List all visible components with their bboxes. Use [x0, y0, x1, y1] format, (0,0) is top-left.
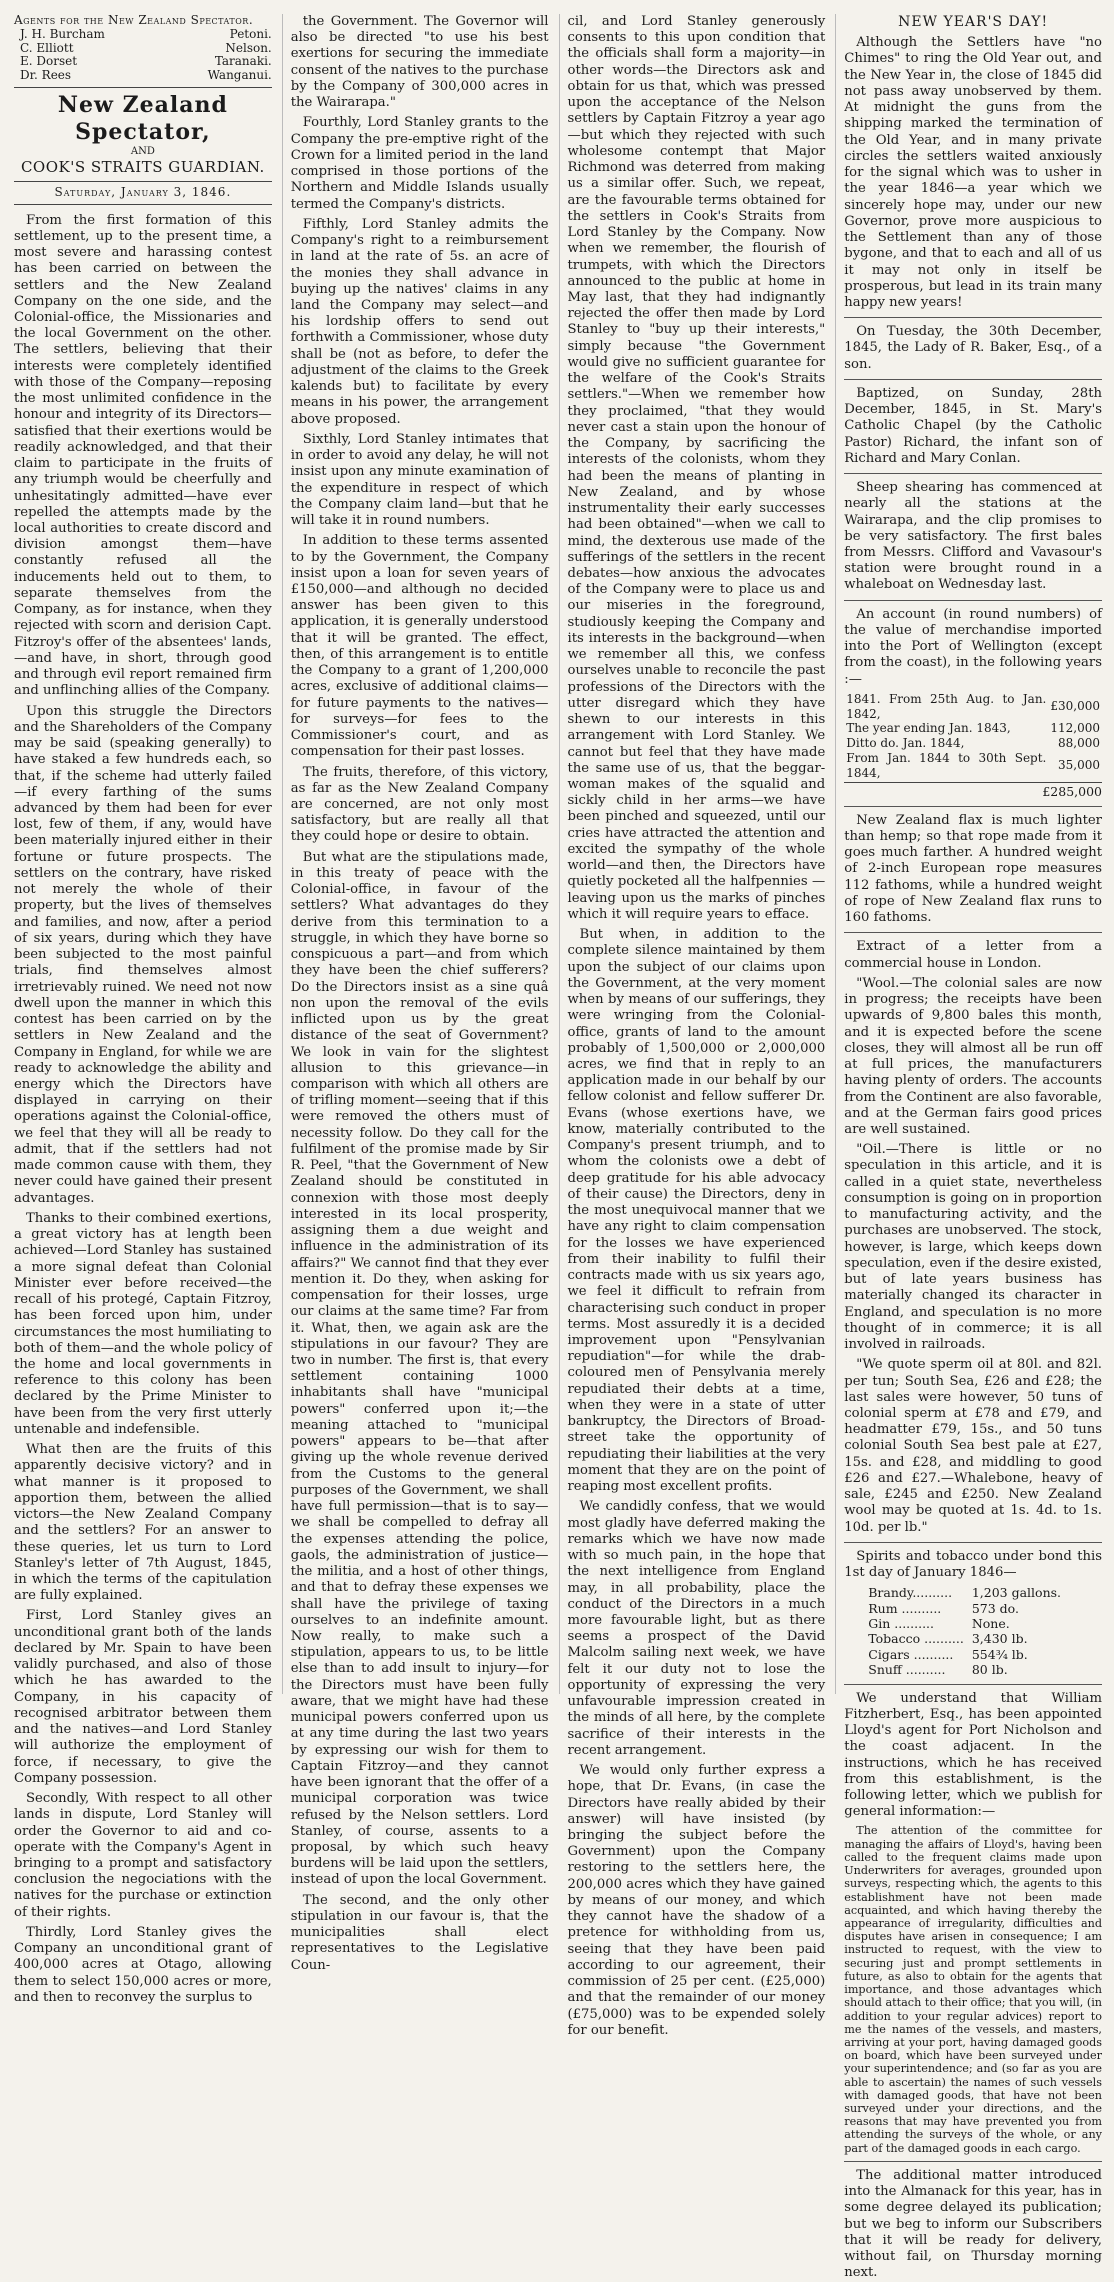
article-paragraph: The fruits, therefore, of this victory, as far as the New Zealand Company are concerned, are not only most satisfactory, but are really all that they could hope or desire to obtain. [290, 764, 549, 845]
new-year-heading: NEW YEAR'S DAY! [898, 14, 1049, 30]
divider [844, 1684, 1102, 1685]
article-paragraph: Upon this struggle the Directors and the Shareholders of the Company may be said (speaking generally) to have staked a few hundreds each, so that, if the scheme had utterly failed—if every farthing of the sums advanced by them had been for ever lost, few of them, if any, would have been materially injured either in their fortune or future prospects. The settlers on the contrary, have risked not merely the whole of their property, but the lives of themselves and families, and now, after a period of six years, during which they have been subjected to the most painful trials, find themselves almost irretrievably ruined. We need not now dwell upon the manner in which this contest has been carried on by the settlers in New Zealand and the Company in England, for while we are ready to acknowledge the ability and energy which the Directors have displayed in carrying on their operations against the Colonial-office, we feel that they will all be ready to admit, that if the settlers had not made common cause with them, they never could have gained their present advantages. [14, 703, 272, 1206]
column-4 [835, 14, 1102, 2281]
article-paragraph: We candidly confess, that we would most gladly have deferred making the remarks which we have now made with so much pain, in the hope that the next intelligence from England may, in all probability, place the conduct of the Directors in a much more favourable light, but as there seems a prospect of the David Malcolm sailing next week, we have felt it our duty not to lose the opportunity of expressing the very unfavourable impression created in the minds of all here, by the complete sacrifice of their interests in the recent arrangement. [567, 1499, 826, 1758]
birth-notice: On Tuesday, the 30th December, 1845, the Lady of R. Baker, Esq., of a son. [844, 324, 1102, 372]
table-row: Gin .......... None. [868, 1616, 1010, 1632]
article-paragraph: The second, and the only other stipulation in our favour is, that the municipalities shall elect representatives to the Legislative Coun- [290, 1892, 549, 1973]
lloyds-intro: We understand that William Fitzherbert, Esq., has been appointed Lloyd's agent for Port Nicholson and the coast adjacent. In the instructions, which he has received from this establishment, is the following letter, which we publish for general information:— [844, 1690, 1102, 1820]
agent-row: Dr. Rees Wanganui. [20, 68, 272, 83]
account-intro: An account (in round numbers) of the value of merchandise imported into the Port of Wellington (except from the coast), in the following years :— [844, 606, 1102, 687]
divider [844, 379, 1102, 380]
table-row: 1841. From 25th Aug. to Jan. 1842, £30,000 [846, 691, 1100, 721]
divider [844, 2161, 1102, 2162]
divider [844, 600, 1102, 601]
divider [844, 932, 1102, 933]
article-paragraph: Thirdly, Lord Stanley gives the Company an unconditional grant of 400,000 acres at Otago, allowing them to select 150,000 acres or more, and then to reconvey the surplus to [14, 1924, 272, 2005]
divider [844, 473, 1102, 474]
masthead [14, 87, 272, 205]
column-2 [282, 14, 549, 1973]
column-1 [14, 13, 272, 2005]
account-total: £285,000 [844, 782, 1102, 799]
agents-heading: Agents for the New Zealand Spectator. [14, 13, 254, 27]
spirits-intro: Spirits and tobacco under bond this 1st day of January 1846— [844, 1548, 1102, 1581]
divider [844, 1542, 1102, 1543]
agent-row: C. Elliott Nelson. [20, 40, 272, 55]
masthead-date: Saturday, January 3, 1846. [14, 181, 272, 200]
divider [844, 317, 1102, 318]
table-row: From Jan. 1844 to 30th Sept. 1844, 35,000 [846, 750, 1100, 780]
wool-report: "Wool.—The colonial sales are now in progress; the receipts have been upwards of 9,800 bales this month, and it is expected before the scene closes, they will almost all be run off at full prices, the manufacturers having plenty of orders. The accounts from the Continent are also favorable, and at the German fairs good prices are well sustained. [844, 975, 1102, 1137]
article-paragraph: Thanks to their combined exertions, a great victory has at length been achieved—Lord Stanley has sustained a more signal defeat than Colonial Minister ever before received—the recall of his protegé, Captain Fitzroy, has been forced upon him, under circumstances the most humiliating to both of them—and the whole policy of the home and local governments in reference to this colony has been declared by the Prime Minister to have been from the very first utterly untenable and indefensible. [14, 1210, 272, 1437]
agent-row: J. H. Burcham Petoni. [20, 26, 272, 41]
flax-notice: New Zealand flax is much lighter than hemp; so that rope made from it goes much farther. A hundred weight of 2-inch European rope measures 112 fathoms, while a hundred weight of rope of New Zealand flax runs to 160 fathoms. [844, 812, 1102, 926]
article-paragraph: What then are the fruits of this apparently decisive victory? and in what manner is it proposed to apportion them, between the allied victors—the New Zealand Company and the settlers? For an answer to these queries, let us turn to Lord Stanley's letter of 7th August, 1845, in which the terms of the capitulation are fully explained. [14, 1442, 272, 1604]
article-paragraph: Fifthly, Lord Stanley admits the Company's right to a reimbursement in land at the rate of 5s. an acre of the monies they shall advance in buying up the natives' claims in any land the Company may select—and his lordship offers to send out forthwith a Commissioner, whose duty shall be (not as before, to defer the adjustment of the claims to the Greek kalends but) to facilitate by every means in his power, the arrangement above proposed. [290, 216, 549, 427]
article-paragraph: the Government. The Governor will also be directed "to use his best exertions for securing the immediate consent of the natives to the purchase by the Company of 300,000 acres in the Wairarapa." [290, 14, 549, 111]
agent-row: E. Dorset Taranaki. [20, 54, 272, 69]
article-paragraph: Secondly, With respect to all other lands in dispute, Lord Stanley will order the Governor to aid and co-operate with the Company's Agent in bringing to a prompt and satisfactory conclusion the negociations with the natives for the purchase or extinction of their rights. [14, 1791, 272, 1920]
columns [14, 13, 1102, 2281]
sheep-shearing-notice: Sheep shearing has commenced at nearly all the stations at the Wairarapa, and the clip promises to be very satisfactory. The first bales from Messrs. Clifford and Vavasour's station were brought round in a whaleboat on Wednesday last. [844, 480, 1102, 593]
merchandise-table [844, 692, 1102, 781]
article-paragraph: Sixthly, Lord Stanley intimates that in order to avoid any delay, he will not insist upon any minute examination of the expenditure in respect of which the Company claim land—but that he will take it in round numbers. [290, 431, 549, 529]
column-3 [559, 14, 826, 2038]
table-row: The year ending Jan. 1843, 112,000 [846, 721, 1100, 736]
masthead-subtitle: COOK'S STRAITS GUARDIAN. [20, 158, 265, 177]
article-paragraph: In addition to these terms assented to by the Government, the Company insist upon a loan for seven years of £150,000—and although no decided answer has been given to this application, it is generally understood that it will be granted. The effect, then, of this arrangement is to entitle the Company to a grant of 1,200,000 acres, exclusive of additional claims—for future payments to the natives—for surveys—for fees to the Commissioner's court, and as compensation for their past losses. [290, 533, 549, 760]
table-row: Snuff .......... 80 lb. [868, 1662, 1008, 1678]
article-paragraph: We would only further express a hope, that Dr. Evans, (in case the Directors have really abided by their answer) will have insisted (by bringing the subject before the Government) upon the Company restoring to the settlers here, the 200,000 acres which they have gained by means of our money, and which they cannot have the shadow of a pretence for withholding from us, seeing that they have been paid according to our agreement, their commission of 25 per cent. (£25,000) and that the remainder of our money (£75,000) was to be expended solely for our benefit. [567, 1763, 826, 2038]
divider [844, 806, 1102, 807]
article-paragraph: But what are the stipulations made, in this treaty of peace with the Colonial-office, in favour of the settlers? What advantages do they derive from this termination to a struggle, in which they have borne so conspicuous a part—and from which they have been the chief sufferers? Do the Directors insist as a sine quâ non upon the removal of the evils inflicted upon us by the great distance of the seat of Government? We look in vain for the slightest allusion to this grievance—in comparison with which all others are of trifling moment—seeing that if this were removed the others must of necessity follow. Do they call for the fulfilment of the promise made by Sir R. Peel, "that the Government of New Zealand should be constituted in connexion with those most deeply interested in its local prosperity, assigning them a due weight and influence in the administration of its affairs?" We cannot find that they ever mention it. Do they, when asking for compensation for their losses, urge our claims at the same time? Far from it. What, then, we again ask are the stipulations in our favour? They are two in number. The first is, that every settlement containing 1000 inhabitants shall have "municipal powers" conferred upon it;—the meaning attached to "municipal powers" appears to be—that after giving up the whole revenue derived from the Customs to the general purposes of the Government, we shall have full permission—that is to say—we shall be compelled to defray all the expenses attending the police, gaols, the administration of justice—the militia, and a host of other things, and that to defray these expenses we shall have the privilege of taxing ourselves to an indefinite amount. Now really, to make such a stipulation, appears to us, to be little else than to add insult to injury—for the Directors must have been fully aware, that we might have had these municipal powers conferred upon us at any time during the last two years by expressing our wish for them to Captain Fitzroy—and they cannot have been ignorant that the offer of a municipal corporation was twice refused by the Nelson settlers. Lord Stanley, of course, assents to a proposal, by which such heavy burdens will be laid upon the settlers, instead of upon the local Government. [290, 849, 549, 1888]
masthead-title: New Zealand Spectator, [57, 91, 228, 146]
new-year-paragraph: Although the Settlers have "no Chimes" to ring the Old Year out, and the New Year in, the close of 1845 did not pass away unobserved by them. At midnight the guns from the shipping marked the termination of the Old Year, and in many private circles the settlers waited anxiously for the signal which was to usher in the year 1846—a year which we sincerely hope may, under our new Governor, prove more auspicious to the Settlement than any of those bygone, and that to each and all of us it may not only in itself be prosperous, but lead in its train many happy new years! [844, 35, 1102, 310]
table-row: Brandy.......... 1,203 gallons. [868, 1585, 1062, 1601]
article-paragraph: But when, in addition to the complete silence maintained by them upon the subject of our claims upon the Government, at the very moment when by means of our sufferings, they were wringing from the Colonial-office, grants of land to the amount probably of 1,500,000 or 2,000,000 acres, we find that in reply to an application made in our behalf by our fellow colonist and fellow sufferer Dr. Evans (whose exertions have, we know, materially contributed to the Company's present triumph, and to whom the colonists owe a debt of deep gratitude for his able advocacy of their cause) the Directors, deny in the most unequivocal manner that we have any right to claim compensation for the losses we have experienced from their inability to fulfil their contracts made with us six years ago, we feel it difficult to refrain from characterising such conduct in proper terms. Most assuredly it is a decided improvement upon "Pensylvanian repudiation"—for while the drab-coloured men of Pensylvania merely repudiated their debts at a time, when they were in a state of utter bankruptcy, the Directors of Broad-street take the opportunity of repudiating their liabilities at the very moment that they are on the point of reaping most excellent profits. [567, 927, 826, 1495]
extract-intro: Extract of a letter from a commercial house in London. [844, 939, 1102, 971]
masthead-and: AND [130, 146, 155, 158]
price-quotes: "We quote sperm oil at 80l. and 82l. per tun; South Sea, £26 and £28; the last sales were however, 50 tuns of colonial sperm at £78 and £79, and headmatter £79, 15s., and 50 tuns colonial South Sea best pale at £27, 15s. and £28, and middling to good £26 and £27.—Whalebone, heavy of sale, £245 and £250. New Zealand wool may be quoted at 1s. 4d. to 1s. 10d. per lb." [844, 1357, 1102, 1535]
lloyds-letter: The attention of the committee for managing the affairs of Lloyd's, having been called to the frequent claims made upon Underwriters for averages, grounded upon surveys, respecting which, the agents to this establishment have not been made acquainted, and which having thereby the appearance of irregularity, difficulties and disputes have arisen in consequence; I am instructed to request, with the view to securing just and prompt settlements in future, as also to obtain for the agents that importance, and those advantages which should attach to their office; that you will, (in addition to your regular advices) report to me the names of the vessels, and masters, arriving at your port, having damaged goods on board, which have been surveyed under your superintendence; and (so far as you are able to ascertain) the names of such vessels with damaged goods, that have not been surveyed under your directions, and the reasons that may have prevented you from attending the surveys of the whole, or any part of the damaged goods in each cargo. [844, 1824, 1102, 2155]
spirits-table [864, 1585, 1065, 1677]
table-row: Rum .......... 573 do. [868, 1600, 1019, 1616]
table-row: Ditto do. Jan. 1844, 88,000 [846, 736, 1100, 751]
article-paragraph: From the first formation of this settlement, up to the present time, a most severe and harassing contest has been carried on between the settlers and the New Zealand Company on the one side, and the Colonial-office, the Missionaries and the local Government on the other. The settlers, believing that their interests were completely identified with those of the Company—reposing the most unlimited confidence in the honour and integrity of its Directors—satisfied that their exertions would be readily acknowledged, and that their claim to participate in the fruits of any triumph would be cheerfully and unhesitatingly admitted—have ever repelled the attempts made by the local authorities to create discord and division amongst them—have constantly refused all the inducements held out to them, to separate themselves from the Company, as for instance, when they rejected with scorn and derision Capt. Fitzroy's offer of the absentees' lands,—and have, in short, through good and through evil report remained firm and unflinching allies of the Company. [14, 212, 272, 699]
oil-report: "Oil.—There is little or no speculation in this article, and it is called in a quiet state, nevertheless consumption is going on in proportion to manufacturing activity, and the purchases are unobserved. The stock, however, is large, which keeps down speculation, even if the desire existed, but of late years business has materially changed its character in England, and speculation is no more thought of in commerce; it is all involved in railroads. [844, 1142, 1102, 1353]
baptism-notice: Baptized, on Sunday, 28th December, 1845, in St. Mary's Catholic Chapel (by the Catholic Pastor) Richard, the infant son of Richard and Mary Conlan. [844, 385, 1102, 466]
article-paragraph: Fourthly, Lord Stanley grants to the Company the pre-emptive right of the Crown for a limited period in the land comprised in those portions of the Northern and Middle Islands usually termed the Company's districts. [290, 115, 549, 212]
table-row: Cigars .......... 554¾ lb. [868, 1646, 1028, 1662]
article-paragraph: First, Lord Stanley gives an unconditional grant both of the lands declared by Mr. Spain to have been validly purchased, and also of those which he has awarded to the Company, in his capacity of recognised arbitrator between them and the natives—and Lord Stanley will authorize the employment of force, if necessary, to give the Company possession. [14, 1608, 272, 1786]
agents-list [14, 14, 272, 83]
article-paragraph: cil, and Lord Stanley generously consents to this upon condition that the officials shall form a majority—in other words—the Directors ask and obtain for us that, which was pressed upon the acceptance of the Nelson settlers by Captain Fitzroy a year ago—but which they rejected with such wholesome contempt that Major Richmond was deterred from making us a similar offer. Such, we repeat, are the favourable terms obtained for the settlers in Cook's Straits from Lord Stanley by the Company. Now when we remember, the flourish of trumpets, with which the Directors announced to the public at home in May last, that they had indignantly rejected the offer then made by Lord Stanley to "buy up their interests," simply because "the Government would give no sufficient guarantee for the welfare of the Cook's Straits settlers."—When we remember how they proclaimed, "that they would never cast a stain upon the honour of the Company, by sacrificing the interests of the colonists, whom they had been the means of planting in New Zealand, and by whose instrumentality their early successes had been obtained"—when we call to mind, the dexterous use made of the sufferings of the settlers in the recent debates—how anxious the advocates of the Company were to place us and our miseries in the foreground, studiously keeping the Company and its interests in the background—when we remember all this, we confess ourselves unable to reconcile the past professions of the Directors with the utter disregard which they have shewn to our interests in this arrangement with Lord Stanley. We cannot but feel that they have made the same use of us, that the beggar-woman makes of the squalid and sickly child in her arms—we have been pinched and squeezed, until our cries have attracted the attention and excited the sympathy of the whole world—and then, the Directors have quietly pocketed all the halfpennies — leaving upon us the marks of pinches which it will require years to efface. [567, 14, 826, 922]
almanack-notice: The additional matter introduced into the Almanack for this year, has in some degree delayed its publication; but we beg to inform our Subscribers that it will be ready for delivery, without fail, on Thursday morning next. [844, 2167, 1102, 2281]
table-row: Tobacco .......... 3,430 lb. [868, 1631, 1028, 1647]
